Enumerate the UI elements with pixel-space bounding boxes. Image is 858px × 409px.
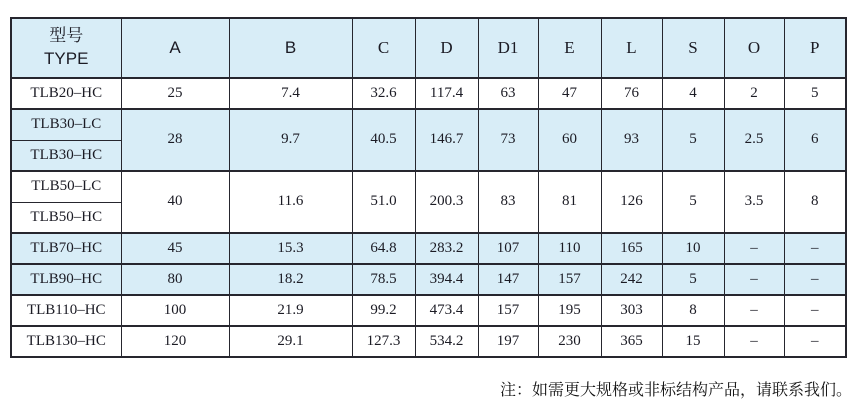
value-cell: 283.2: [415, 233, 478, 264]
value-cell: 3.5: [724, 171, 784, 233]
value-cell: 15: [662, 326, 724, 357]
model-cell: TLB20–HC: [11, 78, 121, 109]
value-cell: 127.3: [352, 326, 415, 357]
value-cell: 107: [478, 233, 538, 264]
table-row: [11, 171, 846, 202]
model-cell: TLB70–HC: [11, 233, 121, 264]
value-cell: 63: [478, 78, 538, 109]
value-cell: 165: [601, 233, 662, 264]
value-cell: 110: [538, 233, 601, 264]
value-cell: 4: [662, 78, 724, 109]
value-cell: 99.2: [352, 295, 415, 326]
value-cell: 15.3: [229, 233, 352, 264]
value-cell: 78.5: [352, 264, 415, 295]
value-cell: 45: [121, 233, 229, 264]
value-cell: 5: [662, 109, 724, 171]
value-cell: 73: [478, 109, 538, 171]
value-cell: 81: [538, 171, 601, 233]
value-cell: 28: [121, 109, 229, 171]
type-header-cn: 型号: [49, 26, 84, 46]
value-cell: 5: [662, 264, 724, 295]
model-cell: TLB50–LC: [11, 171, 121, 202]
value-cell: –: [784, 326, 846, 357]
column-header-c: C: [352, 18, 415, 78]
model-cell: TLB30–HC: [11, 140, 121, 171]
dimensions-spec-table: [10, 17, 847, 358]
column-header-s: S: [662, 18, 724, 78]
value-cell: 40: [121, 171, 229, 233]
column-header-l: L: [601, 18, 662, 78]
value-cell: 157: [478, 295, 538, 326]
value-cell: 80: [121, 264, 229, 295]
value-cell: 51.0: [352, 171, 415, 233]
value-cell: 146.7: [415, 109, 478, 171]
value-cell: 230: [538, 326, 601, 357]
table-row: [11, 264, 846, 295]
value-cell: 93: [601, 109, 662, 171]
value-cell: 11.6: [229, 171, 352, 233]
model-cell: TLB130–HC: [11, 326, 121, 357]
value-cell: 197: [478, 326, 538, 357]
value-cell: 100: [121, 295, 229, 326]
value-cell: 18.2: [229, 264, 352, 295]
table-row: [11, 233, 846, 264]
value-cell: 7.4: [229, 78, 352, 109]
value-cell: 64.8: [352, 233, 415, 264]
value-cell: –: [784, 233, 846, 264]
value-cell: –: [724, 326, 784, 357]
value-cell: 21.9: [229, 295, 352, 326]
value-cell: 534.2: [415, 326, 478, 357]
value-cell: 9.7: [229, 109, 352, 171]
column-header-p: P: [784, 18, 846, 78]
value-cell: 147: [478, 264, 538, 295]
model-cell: TLB110–HC: [11, 295, 121, 326]
value-cell: 473.4: [415, 295, 478, 326]
value-cell: –: [724, 295, 784, 326]
value-cell: 5: [662, 171, 724, 233]
value-cell: 10: [662, 233, 724, 264]
value-cell: 2.5: [724, 109, 784, 171]
value-cell: 303: [601, 295, 662, 326]
value-cell: –: [784, 295, 846, 326]
value-cell: 29.1: [229, 326, 352, 357]
table-row: [11, 326, 846, 357]
value-cell: 40.5: [352, 109, 415, 171]
table-row: [11, 109, 846, 140]
type-header-en: TYPE: [44, 49, 89, 68]
column-header-a: A: [121, 18, 229, 78]
value-cell: 25: [121, 78, 229, 109]
footnote-text: 注：如需更大规格或非标结构产品，请联系我们。: [499, 382, 852, 399]
table-header-row: [11, 18, 846, 78]
value-cell: 8: [662, 295, 724, 326]
model-cell: TLB50–HC: [11, 202, 121, 233]
value-cell: –: [784, 264, 846, 295]
value-cell: 394.4: [415, 264, 478, 295]
value-cell: 120: [121, 326, 229, 357]
table-row: [11, 78, 846, 109]
value-cell: –: [724, 233, 784, 264]
value-cell: 126: [601, 171, 662, 233]
value-cell: 242: [601, 264, 662, 295]
value-cell: 32.6: [352, 78, 415, 109]
table-row: [11, 295, 846, 326]
value-cell: 195: [538, 295, 601, 326]
value-cell: 83: [478, 171, 538, 233]
model-cell: TLB90–HC: [11, 264, 121, 295]
value-cell: 117.4: [415, 78, 478, 109]
value-cell: 47: [538, 78, 601, 109]
value-cell: 60: [538, 109, 601, 171]
value-cell: 6: [784, 109, 846, 171]
value-cell: 157: [538, 264, 601, 295]
column-header-o: O: [724, 18, 784, 78]
value-cell: 365: [601, 326, 662, 357]
column-header-e: E: [538, 18, 601, 78]
column-header-b: B: [229, 18, 352, 78]
value-cell: 76: [601, 78, 662, 109]
column-header-d: D: [415, 18, 478, 78]
column-header-type: [11, 18, 121, 78]
value-cell: 8: [784, 171, 846, 233]
column-header-d1: D1: [478, 18, 538, 78]
value-cell: 5: [784, 78, 846, 109]
value-cell: –: [724, 264, 784, 295]
value-cell: 2: [724, 78, 784, 109]
value-cell: 200.3: [415, 171, 478, 233]
spec-table-container: [10, 17, 847, 358]
model-cell: TLB30–LC: [11, 109, 121, 140]
